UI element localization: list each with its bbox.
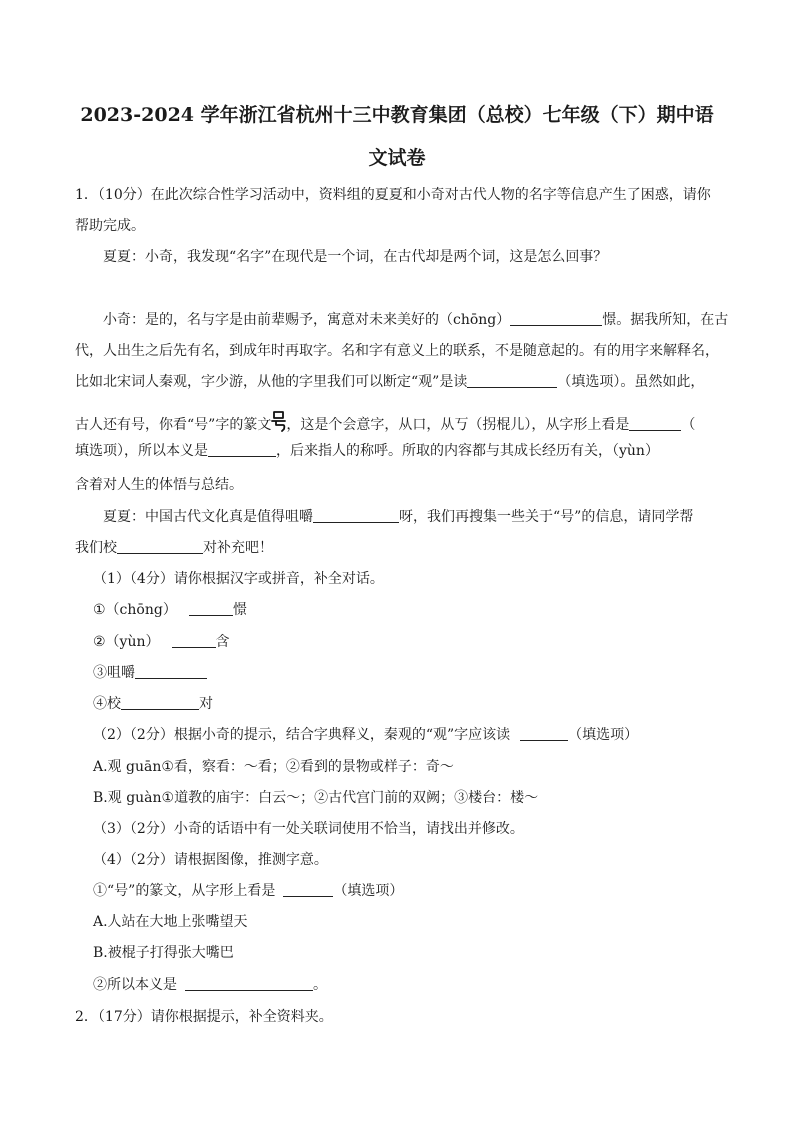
xiaoqi-line1: 小奇：是的，名与字是由前辈赐予，寓意对未来美好的（chōng） 憬。据我所知，在古 (103, 312, 729, 328)
xiaxia-reply-line2: 我们校 对补充吧！ (75, 540, 273, 556)
q2-prompt: 2．（17分）请你根据提示，补全资料夹。 (75, 1009, 333, 1025)
hao-seal-script-icon (271, 410, 286, 432)
answer-blank-2 (172, 633, 216, 648)
xiaoqi-line2: 代，人出生之后先有名，到成年时再取字。名和字有意义上的联系，不是随意起的。有的用字来解释名， (75, 343, 719, 359)
part2-prompt: （2）（2分）根据小奇的提示，结合字典释义，秦观的“观”字应该读 （填选项） (93, 727, 639, 743)
xiaoqi-line3: 比如北宋词人秦观，字少游，从他的字里我们可以断定“观”是读 （填选项）。虽然如此， (75, 374, 705, 390)
answer-blank-3 (135, 664, 207, 679)
xiaxia-question: 夏夏：小奇，我发现“名字”在现代是一个词，在古代却是两个词，这是怎么回事？ (103, 249, 608, 265)
part4-prompt: （4）（2分）请根据图像，推测字意。 (93, 852, 328, 868)
q1-intro-line2: 帮助完成。 (75, 218, 145, 234)
exam-title-line1: 2023-2024 学年浙江省杭州十三中教育集团（总校）七年级（下）期中语 (80, 104, 714, 126)
part4-item2: ②所以本义是 。 (93, 977, 327, 993)
part2-option-b: B.观 guàn①道教的庙宇：白云～；②古代宫门前的双阙；③楼台：楼～ (93, 790, 539, 806)
part1-item1: ①（chōng） 憬 (93, 602, 247, 618)
blank-jiao (117, 539, 203, 554)
blank-original-meaning (208, 442, 276, 457)
part1-item4: ④校 对 (93, 696, 213, 712)
answer-blank-1 (189, 601, 233, 616)
part4-option-a: A.人站在大地上张嘴望天 (93, 914, 248, 930)
blank-chong (510, 311, 602, 326)
blank-jujue (313, 508, 399, 523)
xiaoqi-line5: 填选项），所以本义是 ，后来指人的称呼。所取的内容都与其成长经历有关，（yùn） (75, 443, 659, 459)
part3-prompt: （3）（2分）小奇的话语中有一处关联词使用不恰当，请找出并修改。 (93, 821, 524, 837)
part4-item1: ①“号”的篆文，从字形上看是 （填选项） (93, 883, 404, 899)
exam-title-line2: 文试卷 (368, 147, 426, 169)
xiaoqi-line6: 含着对人生的体悟与总结。 (75, 477, 243, 493)
blank-glyph-shape (629, 416, 681, 431)
xiaxia-reply-line1: 夏夏：中国古代文化真是值得咀嚼 呀，我们再搜集一些关于“号”的信息，请同学帮 (103, 509, 694, 525)
part4-option-b: B.被棍子打得张大嘴巴 (93, 945, 234, 961)
xiaoqi-line4: 古人还有号，你看“号”字的篆文 ，这是个会意字，从口，从丂（拐棍儿），从字形上看是 （ (75, 410, 695, 434)
part2-option-a: A.观 guān①看，察看：～看；②看到的景物或样子：奇～ (93, 759, 454, 775)
blank-guan-reading (467, 373, 557, 388)
q1-intro-line1: 1．（10分）在此次综合性学习活动中，资料组的夏夏和小奇对古代人物的名字等信息产生了困惑，请你 (75, 187, 711, 203)
part1-prompt: （1）（4分）请你根据汉字或拼音，补全对话。 (93, 571, 384, 587)
answer-blank-4 (121, 695, 199, 710)
answer-blank-part2 (520, 726, 568, 741)
answer-blank-part4-2 (185, 976, 313, 991)
answer-blank-part4-1 (283, 882, 333, 897)
part1-item3: ③咀嚼 (93, 664, 207, 682)
part1-item2: ②（yùn） 含 (93, 634, 230, 650)
